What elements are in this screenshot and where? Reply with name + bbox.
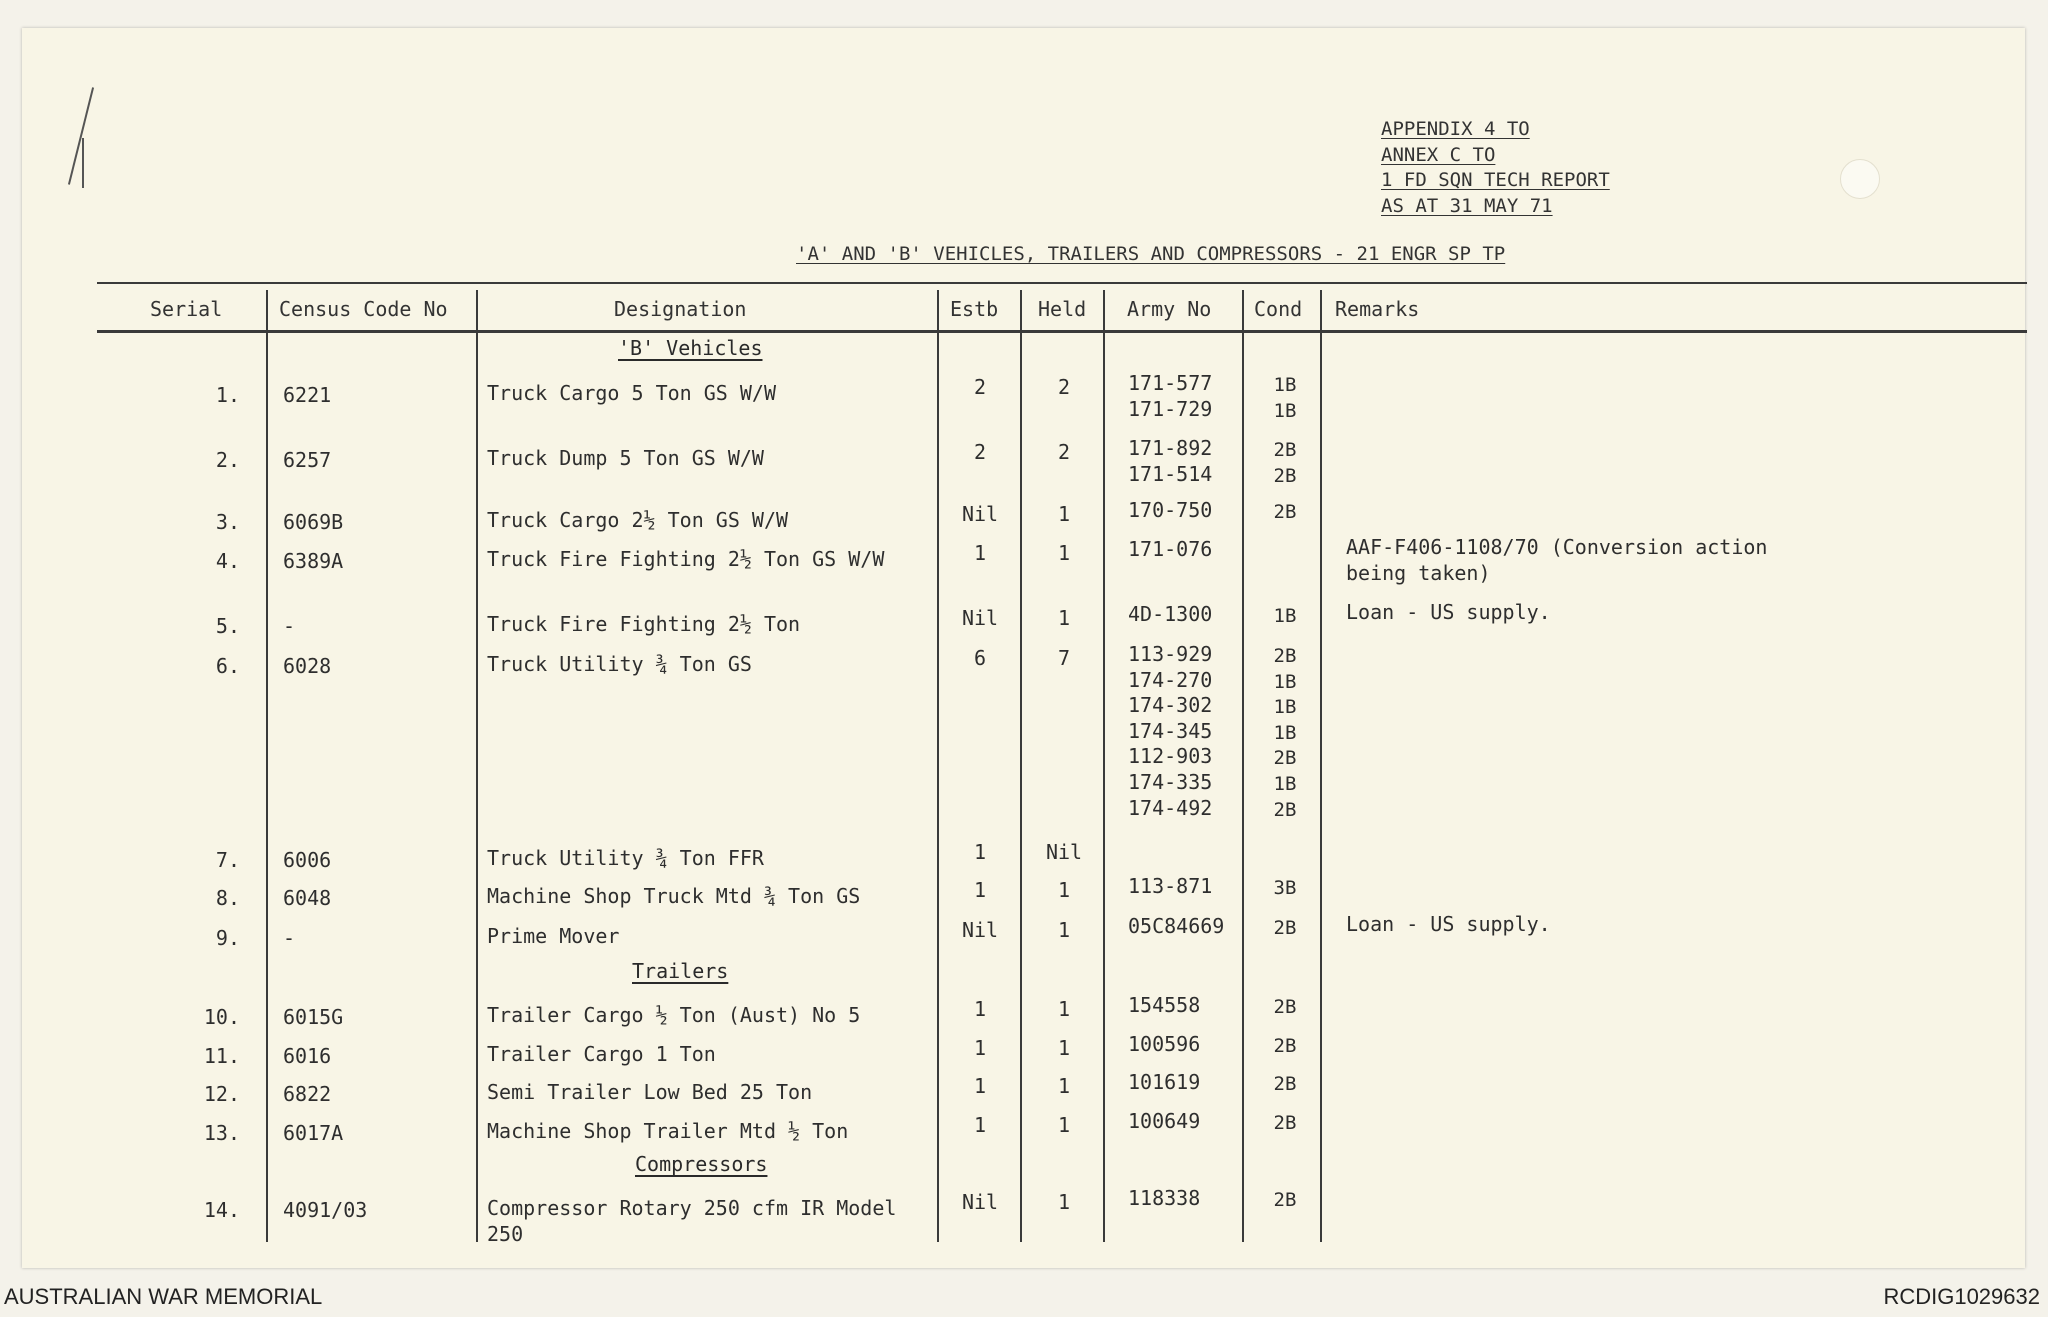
appendix-line-1: APPENDIX 4 TO [1381, 118, 1530, 140]
appendix-line-4: AS AT 31 MAY 71 [1381, 194, 1553, 217]
row-serial: 14. [203, 1198, 240, 1222]
row-serial: 4. [215, 549, 240, 573]
row-held: 1 [1057, 918, 1071, 942]
row-census-code: 6006 [283, 848, 332, 872]
row-army-no: 171-577 171-729 [1128, 371, 1213, 421]
header-serial: Serial [150, 297, 223, 321]
row-held: 1 [1057, 1190, 1071, 1214]
row-estb: Nil [961, 1190, 999, 1214]
row-estb: Nil [961, 502, 999, 526]
row-held: 1 [1057, 1036, 1071, 1060]
row-census-code: 6389A [283, 549, 344, 573]
header-census-code: Census Code No [279, 297, 448, 321]
row-estb: Nil [961, 606, 999, 630]
footer-id: RCDIG1029632 [1883, 1284, 2040, 1309]
header-bottom-rule [97, 330, 2027, 333]
row-census-code: 6048 [283, 886, 332, 910]
row-cond: 2B 1B 1B 1B 2B 1B 2B [1273, 645, 1297, 821]
row-army-no: 101619 [1128, 1070, 1201, 1094]
row-held: 2 [1057, 375, 1071, 399]
column-divider [1020, 290, 1022, 1242]
row-designation: Truck Cargo 5 Ton GS W/W [487, 381, 776, 405]
header-army-no: Army No [1127, 297, 1212, 321]
row-army-no: 100596 [1128, 1032, 1201, 1056]
row-held: 1 [1057, 502, 1071, 526]
row-held: Nil [1045, 840, 1083, 864]
row-census-code: - [283, 614, 296, 638]
row-designation: Machine Shop Trailer Mtd ½ Ton [487, 1119, 849, 1143]
column-divider [937, 290, 939, 1242]
row-serial: 12. [203, 1082, 240, 1106]
row-designation: Machine Shop Truck Mtd ¾ Ton GS [487, 884, 861, 908]
row-remarks: AAF-F406-1108/70 (Conversion action being taken) [1346, 535, 1768, 585]
row-estb: 2 [973, 440, 987, 464]
row-cond: 2B [1273, 501, 1297, 523]
row-serial: 11. [203, 1044, 240, 1068]
column-divider [1103, 290, 1105, 1242]
header-cond: Cond [1254, 297, 1303, 321]
row-serial: 1. [215, 383, 240, 407]
row-army-no: 05C84669 [1128, 914, 1225, 938]
row-cond: 3B [1273, 877, 1297, 899]
row-designation: Truck Utility ¾ Ton FFR [487, 846, 764, 870]
appendix-reference [1381, 117, 1610, 219]
row-census-code: 6257 [283, 448, 332, 472]
row-estb: 1 [973, 1113, 987, 1137]
row-army-no: 154558 [1128, 993, 1201, 1017]
header-estb: Estb [950, 297, 999, 321]
punch-hole [1840, 159, 1880, 199]
row-held: 7 [1057, 646, 1071, 670]
pen-mark [82, 138, 84, 188]
row-army-no: 170-750 [1128, 498, 1213, 522]
row-census-code: 6017A [283, 1121, 344, 1145]
row-cond: 1B [1273, 605, 1297, 627]
row-census-code: 4091/03 [283, 1198, 368, 1222]
row-serial: 5. [215, 614, 240, 638]
row-designation: Truck Utility ¾ Ton GS [487, 652, 752, 676]
pen-mark [68, 87, 94, 185]
row-serial: 13. [203, 1121, 240, 1145]
row-census-code: 6028 [283, 654, 332, 678]
row-held: 2 [1057, 440, 1071, 464]
column-divider [1320, 290, 1322, 1242]
appendix-line-3: 1 FD SQN TECH REPORT [1381, 169, 1610, 191]
table-top-rule [97, 282, 2027, 284]
row-estb: 1 [973, 878, 987, 902]
row-estb: 2 [973, 375, 987, 399]
column-divider [1242, 290, 1244, 1242]
row-designation: Truck Dump 5 Ton GS W/W [487, 446, 764, 470]
row-cond: 2B [1273, 1189, 1297, 1211]
row-designation: Trailer Cargo 1 Ton [487, 1042, 716, 1066]
row-serial: 7. [215, 848, 240, 872]
row-serial: 6. [215, 654, 240, 678]
row-designation: Truck Fire Fighting 2½ Ton [487, 612, 801, 636]
row-held: 1 [1057, 1074, 1071, 1098]
row-designation: Compressor Rotary 250 cfm IR Model 250 [487, 1196, 897, 1246]
row-serial: 10. [203, 1005, 240, 1029]
row-cond: 2B [1273, 1073, 1297, 1095]
row-held: 1 [1057, 541, 1071, 565]
row-census-code: 6016 [283, 1044, 332, 1068]
row-designation: Semi Trailer Low Bed 25 Ton [487, 1080, 813, 1104]
row-army-no: 100649 [1128, 1109, 1201, 1133]
appendix-line-2: ANNEX C TO [1381, 143, 1496, 166]
row-army-no: 113-871 [1128, 874, 1213, 898]
row-designation: Truck Fire Fighting 2½ Ton GS W/W [487, 547, 885, 571]
row-census-code: 6221 [283, 383, 332, 407]
row-estb: Nil [961, 918, 999, 942]
row-estb: 1 [973, 997, 987, 1021]
row-cond: 2B [1273, 917, 1297, 939]
row-estb: 1 [973, 840, 987, 864]
footer-source: AUSTRALIAN WAR MEMORIAL [4, 1284, 323, 1309]
header-held: Held [1038, 297, 1087, 321]
row-remarks: Loan - US supply. [1346, 912, 1551, 936]
row-designation: Prime Mover [487, 924, 620, 948]
column-divider [266, 290, 268, 1242]
row-cond: 2B [1273, 996, 1297, 1018]
row-designation: Trailer Cargo ½ Ton (Aust) No 5 [487, 1003, 861, 1027]
row-serial: 3. [215, 510, 240, 534]
row-army-no: 171-076 [1128, 537, 1213, 561]
row-held: 1 [1057, 878, 1071, 902]
row-estb: 1 [973, 1036, 987, 1060]
row-census-code: - [283, 926, 296, 950]
row-census-code: 6822 [283, 1082, 332, 1106]
row-cond: 2B [1273, 1035, 1297, 1057]
row-army-no: 4D-1300 [1128, 602, 1213, 626]
row-cond: 2B 2B [1273, 439, 1297, 487]
row-army-no: 113-929 174-270 174-302 174-345 112-903 174-335 174-492 [1128, 642, 1213, 820]
row-designation: Truck Cargo 2½ Ton GS W/W [487, 508, 789, 532]
section-compressors: Compressors [635, 1152, 768, 1176]
row-serial: 9. [215, 926, 240, 950]
column-divider [476, 290, 478, 1242]
row-estb: 1 [973, 1074, 987, 1098]
header-designation: Designation [614, 297, 747, 321]
document-title: 'A' AND 'B' VEHICLES, TRAILERS AND COMPRESSORS - 21 ENGR SP TP [796, 243, 1506, 265]
header-remarks: Remarks [1335, 297, 1420, 321]
row-census-code: 6069B [283, 510, 344, 534]
row-cond: 2B [1273, 1112, 1297, 1134]
row-held: 1 [1057, 606, 1071, 630]
row-serial: 8. [215, 886, 240, 910]
row-held: 1 [1057, 1113, 1071, 1137]
row-army-no: 171-892 171-514 [1128, 436, 1213, 486]
row-held: 1 [1057, 997, 1071, 1021]
section-trailers: Trailers [632, 959, 729, 983]
row-serial: 2. [215, 448, 240, 472]
row-census-code: 6015G [283, 1005, 344, 1029]
row-cond: 1B 1B [1273, 374, 1297, 422]
row-army-no: 118338 [1128, 1186, 1201, 1210]
section-b-vehicles: 'B' Vehicles [618, 336, 763, 360]
row-remarks: Loan - US supply. [1346, 600, 1551, 624]
row-estb: 6 [973, 646, 987, 670]
row-estb: 1 [973, 541, 987, 565]
